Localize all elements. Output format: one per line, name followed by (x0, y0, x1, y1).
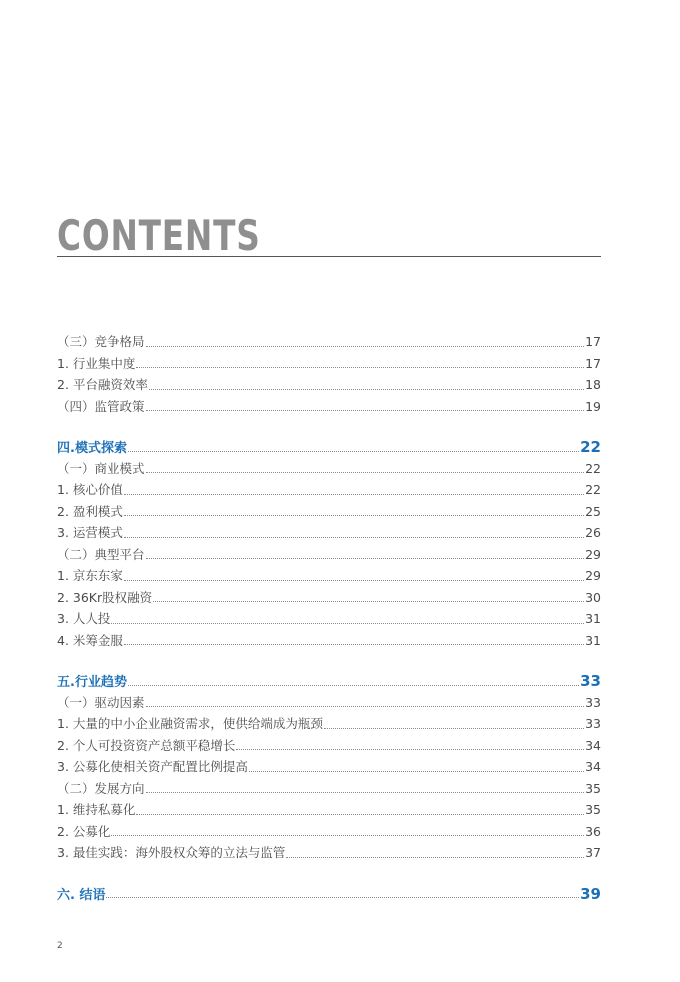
toc-entry[interactable]: 1. 京东东家 29 (57, 568, 601, 583)
dot-leader (324, 727, 584, 729)
dot-leader (128, 684, 579, 686)
dot-leader (149, 388, 584, 390)
toc-entry[interactable]: （一）驱动因素 33 (57, 694, 601, 710)
dot-leader (146, 557, 585, 559)
dot-leader (111, 834, 584, 836)
toc-section-6[interactable]: 六. 结语 39 (57, 884, 601, 903)
dot-leader (136, 366, 584, 368)
toc-entry[interactable]: 4. 米筹金服 31 (57, 632, 601, 648)
toc-entry[interactable]: （三）竞争格局 17 (57, 334, 601, 349)
toc-entry[interactable]: 1. 核心价值 22 (57, 482, 601, 497)
dot-leader (111, 622, 584, 624)
toc-section-5[interactable]: 五.行业趋势 33 (57, 672, 601, 690)
toc-entry[interactable]: 2. 公募化 36 (57, 823, 601, 839)
page-number: 2 (57, 941, 63, 951)
dot-leader (146, 409, 585, 411)
toc-entry[interactable]: （二）发展方向 35 (57, 780, 601, 796)
dot-leader (124, 493, 584, 495)
dot-leader (153, 600, 584, 602)
toc-entry[interactable]: 2. 36Kr股权融资 30 (57, 589, 601, 605)
dot-leader (286, 856, 584, 858)
toc-entry[interactable]: 2. 个人可投资资产总额平稳增长 34 (57, 737, 601, 753)
dot-leader (124, 579, 584, 581)
toc-entry[interactable]: 3. 最佳实践：海外股权众筹的立法与监管 37 (57, 845, 601, 860)
title-divider (57, 256, 601, 257)
toc-entry[interactable]: （四）监管政策 19 (57, 398, 601, 414)
section-gap (57, 418, 601, 437)
dot-leader (136, 813, 584, 815)
toc-entry[interactable]: 3. 运营模式 26 (57, 525, 601, 540)
dot-leader (146, 471, 585, 473)
toc-entry[interactable]: 3. 人人投 31 (57, 611, 601, 626)
dot-leader (124, 643, 584, 645)
toc-entry[interactable]: 1. 行业集中度 17 (57, 355, 601, 371)
contents-title: CONTENTS (57, 211, 261, 260)
toc-entry[interactable]: （一）商业模式 22 (57, 460, 601, 476)
dot-leader (146, 705, 585, 707)
dot-leader (124, 514, 584, 516)
toc-section-4[interactable]: 四.模式探索 22 (57, 438, 601, 456)
toc-entry[interactable]: 1. 大量的中小企业融资需求，使供给端成为瓶颈 33 (57, 716, 601, 731)
dot-leader (236, 748, 584, 750)
dot-leader (106, 896, 579, 898)
dot-leader (146, 791, 585, 793)
section-gap (57, 652, 601, 671)
dot-leader (249, 770, 584, 772)
section-gap (57, 865, 601, 884)
toc-entry[interactable]: 2. 盈利模式 25 (57, 503, 601, 519)
toc-entry[interactable]: 3. 公募化使相关资产配置比例提高 34 (57, 759, 601, 774)
dot-leader (128, 450, 579, 452)
toc-entry[interactable]: （二）典型平台 29 (57, 546, 601, 562)
toc-entry[interactable]: 1. 维持私募化 35 (57, 802, 601, 817)
dot-leader (146, 345, 585, 347)
dot-leader (124, 536, 584, 538)
toc-entry[interactable]: 2. 平台融资效率 18 (57, 377, 601, 392)
table-of-contents (57, 332, 601, 905)
